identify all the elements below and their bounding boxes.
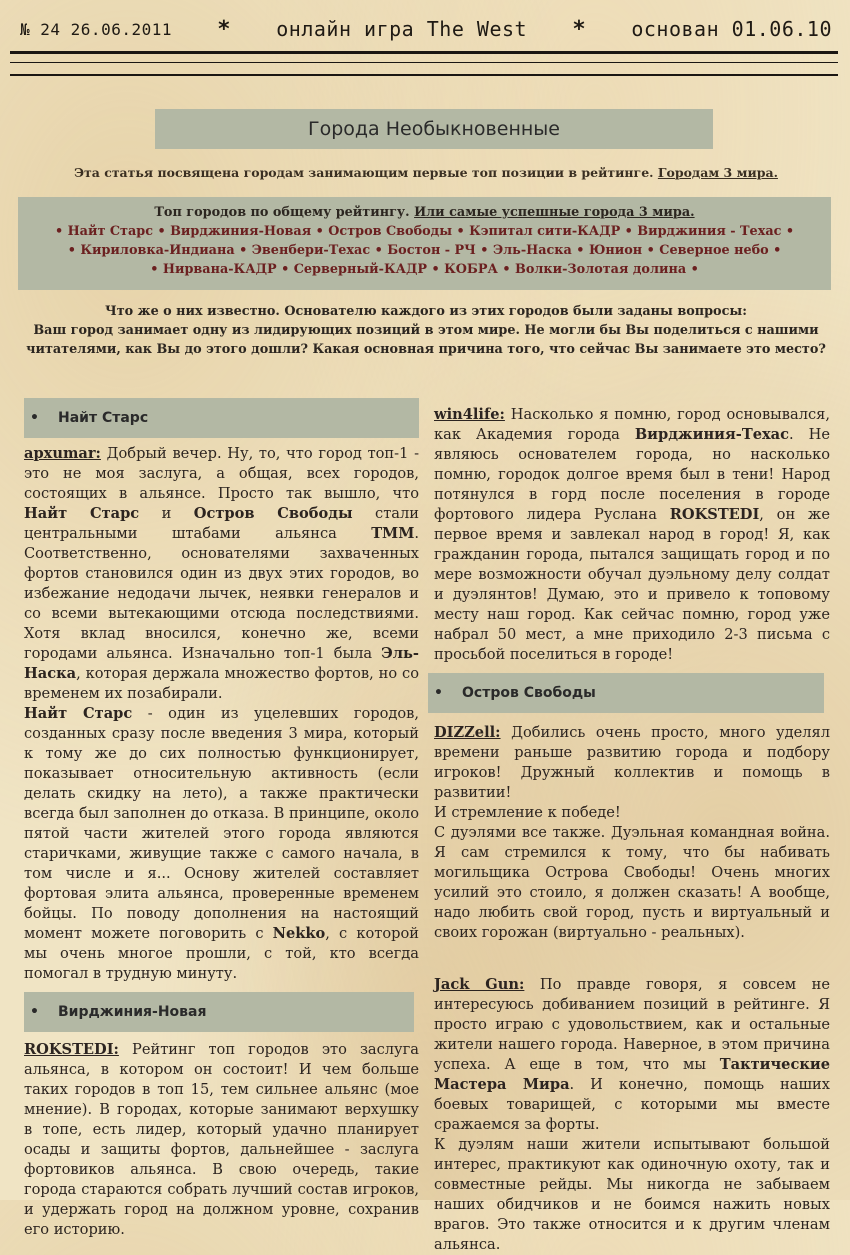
section-title: Остров Свободы (462, 685, 596, 701)
masthead-star-left: * (217, 16, 231, 42)
bullet-separator: • (67, 243, 81, 258)
intro-link[interactable]: Городам 3 мира. (657, 165, 778, 180)
answer-text: стали центральными штабами альянса (24, 505, 419, 542)
bullet-icon: • (30, 410, 39, 426)
bullet-separator: • (150, 262, 163, 277)
city-list-item: Вирджиния - Техас (637, 224, 782, 239)
intro-text: Эта статья посвящена городам занимающим первые топ позиции в рейтинге. (74, 165, 654, 180)
answer-apxumar (24, 444, 419, 704)
bullet-separator: • (686, 262, 699, 277)
city-list-item: КОБРА (444, 262, 498, 277)
answer-win4life (434, 405, 830, 665)
answer-text: Добились очень просто, много уделял времени раньше развитию города и подбору игроков! Дружный коллектив и помощь в развитии! (434, 724, 830, 801)
city-name: Найт Старс (24, 705, 133, 722)
founded-date: основан 01.06.10 (631, 17, 832, 41)
masthead-star-right: * (572, 16, 587, 42)
city-list-item: Серверный-КАДР (293, 262, 428, 277)
bullet-icon: • (30, 1004, 39, 1020)
bullet-separator: • (153, 224, 171, 239)
city-name: Остров Свободы (193, 505, 353, 522)
bullet-separator: • (427, 262, 445, 277)
newspaper-title: онлайн игра The West (276, 17, 528, 41)
answer-rokstedi (24, 1040, 419, 1240)
answer-text: Добрый вечер. Ну, то, что город топ-1 - это не моя заслуга, а общая, всех городов, состоящих в альянсе. Просто так вышло, что (24, 445, 419, 502)
city-name: Вирджиния-Техас (634, 426, 790, 443)
bullet-separator: • (234, 243, 252, 258)
author-nick: DIZZell: (434, 724, 501, 741)
city-list-item: Юнион (588, 243, 643, 258)
answer-text: . Не являюсь основателем города, но насколько помню, городок долгое время был в тени! Народ потянулся в горд после поселения в городе фортового лидера Руслана (434, 426, 830, 523)
top-cities-heading (28, 203, 821, 222)
city-list (28, 222, 821, 279)
city-list-line (28, 241, 821, 260)
answer-jack-gun-continued: К дуэлям наши жители испытывают большой интерес, практикуют как одиночную охоту, так и совместные рейды. Мы никогда не забываем наших обидчиков и не боимся нажить новых врагов. Это также относится и к другим членам альянса. (434, 1136, 830, 1253)
alliance-name: ТММ (371, 525, 415, 542)
author-nick: win4life: (434, 406, 505, 423)
section-night-stars (24, 398, 419, 438)
city-list-line (28, 222, 821, 241)
city-list-item: Нирвана-КАДР (162, 262, 277, 277)
bullet-separator: • (276, 262, 294, 277)
answer-text: По правде говоря, я совсем не интересуюсь добиванием позиций в рейтинге. Я просто играю с удовольствием, как и остальные жители нашего города. Наверное, в этом причина успеха. А еще в том, что мы (434, 976, 831, 1073)
question-line-1: Что же о них известно. Основателю каждого из этих городов были заданы вопросы: (105, 304, 747, 319)
answer-dizzell (434, 723, 830, 803)
author-nick: Jack Gun: (434, 976, 525, 993)
bullet-separator: • (452, 224, 470, 239)
top-cities-box (18, 197, 831, 290)
city-list-item: Остров Свободы (328, 224, 453, 239)
city-name: Найт Старс (24, 505, 140, 522)
article-title-box (155, 109, 713, 149)
top-heading-link[interactable]: Или самые успешные города 3 мира. (414, 205, 695, 220)
bullet-icon: • (434, 685, 443, 701)
answer-text: , он же первое время и завлекал народ в город! Я, как гражданин города, пытался защищать город и по мере возможности обучал дуэльному делу солдат и дуэлянтов! Думаю, это и привело к топовому месту наш город. Как сейчас помню, город уже набрал 50 мест, а мне приходило 2-3 письма с просьбой поселиться в городе! (434, 506, 830, 663)
top-heading-text: Топ городов по общему рейтингу. (154, 205, 410, 220)
masthead-rule-middle (10, 62, 838, 63)
city-list-item: Эль-Наска (492, 243, 572, 258)
answer-dizzell-continued: С дуэлями все также. Дуэльная командная война. Я сам стремился к тому, что бы набивать могильщика Острова Свободы! Очень многих усилий это стоило, я должен сказать! А вообще, надо любить свой город, пусть и виртуальный и своих горожан (виртуально - реальных). (434, 824, 830, 941)
answer-text: . И конечно, помощь наших боевых товарищей, с которыми мы вместе сражаемся за форты. (434, 1076, 830, 1133)
left-column (24, 398, 419, 1240)
city-list-item: Кэпитал сити-КАДР (469, 224, 621, 239)
article-title: Города Необыкновенные (308, 118, 560, 140)
city-list-item: Волки-Золотая долина (515, 262, 687, 277)
interview-question (20, 302, 832, 359)
answer-text: , с которой мы очень многое прошли, с той, кто всегда помогал в трудную минуту. (24, 925, 419, 982)
bullet-separator: • (642, 243, 660, 258)
bullet-separator: • (571, 243, 589, 258)
section-title: Найт Старс (58, 410, 149, 426)
city-list-item: Кириловка-Индиана (80, 243, 235, 258)
masthead-rule-top (10, 51, 838, 54)
city-list-item: Бостон - РЧ (387, 243, 476, 258)
answer-text: . Соответственно, основателями захваченных фортов становился один из двух этих городов, во избежание недодачи лычек, неявки генералов и со всеми вытекающими отсюда последствиями. Хотя вклад вносился, конечно же, всеми городами альянса. Изначально топ-1 была (24, 525, 419, 662)
author-nick: ROKSTEDI: (24, 1041, 119, 1058)
answer-text: Рейтинг топ городов это заслуга альянса, в котором он состоит! И чем больше таких городов в топ 15, тем сильнее альянс (мое мнение). В городах, которые занимают верхушку в топе, есть лидер, который удачно планирует осады и защиты фортов, дальнейшее - заслуга фортовиков альянса. В свою очередь, такие города стараются собрать лучший состав игроков, и удержать город на должном уровне, сохранив его историю. (24, 1041, 419, 1238)
question-line-2: Ваш город занимает одну из лидирующих позиций в этом мире. Не могли бы Вы поделиться с нашими читателями, как Вы до этого дошли? Какая основная причина того, что сейчас Вы занимаете это место? (26, 323, 826, 357)
city-list-line (28, 260, 821, 279)
bullet-separator: • (768, 243, 782, 258)
city-name: Эль-Наска (24, 645, 419, 682)
section-title: Вирджиния-Новая (58, 1004, 207, 1020)
bullet-separator: • (370, 243, 388, 258)
issue-info: № 24 26.06.2011 (20, 19, 172, 39)
answer-jack-gun (434, 975, 830, 1135)
bullet-separator: • (54, 224, 68, 239)
bullet-separator: • (311, 224, 329, 239)
bullet-separator: • (620, 224, 638, 239)
answer-text: , которая держала множество фортов, но со временем их позабирали. (24, 665, 419, 702)
bullet-separator: • (781, 224, 795, 239)
player-name: Nekko (272, 925, 326, 942)
masthead-rule-bottom (10, 74, 838, 76)
answer-dizzell-line: И стремление к победе! (434, 804, 621, 821)
masthead (20, 14, 832, 44)
section-freedom-island (428, 673, 824, 713)
city-list-item: Северное небо (659, 243, 769, 258)
section-virginia-new (24, 992, 414, 1032)
article-intro (20, 165, 832, 180)
city-list-item: Найт Старс (67, 224, 153, 239)
city-list-item: Вирджиния-Новая (170, 224, 312, 239)
right-column (434, 405, 830, 1255)
player-name: ROKSTEDI (669, 506, 760, 523)
bullet-separator: • (475, 243, 493, 258)
answer-text: - один из уцелевших городов, созданных сразу после введения 3 мира, который к тому же до сих полностью функционирует, показывает относительную активность (если делать скидку на лето), а также практически всегда был заполнен до отказа. В принципе, около пятой части жителей этого города являются старичками, живущие также с самого начала, в том числе и я... Основу жителей составляет фортовая элита альянса, проверенные временем бойцы. По поводу дополнения на настоящий момент можете поговорить с (24, 705, 419, 942)
author-nick: apxumar: (24, 445, 101, 462)
bullet-separator: • (497, 262, 516, 277)
alliance-name: Тактические Мастера Мира (434, 1056, 830, 1093)
answer-apxumar-continued (24, 704, 419, 984)
answer-text: и (139, 505, 194, 522)
answer-text: Насколько я помню, город основывался, как Академия города (434, 406, 830, 443)
city-list-item: Эвенбери-Техас (251, 243, 371, 258)
